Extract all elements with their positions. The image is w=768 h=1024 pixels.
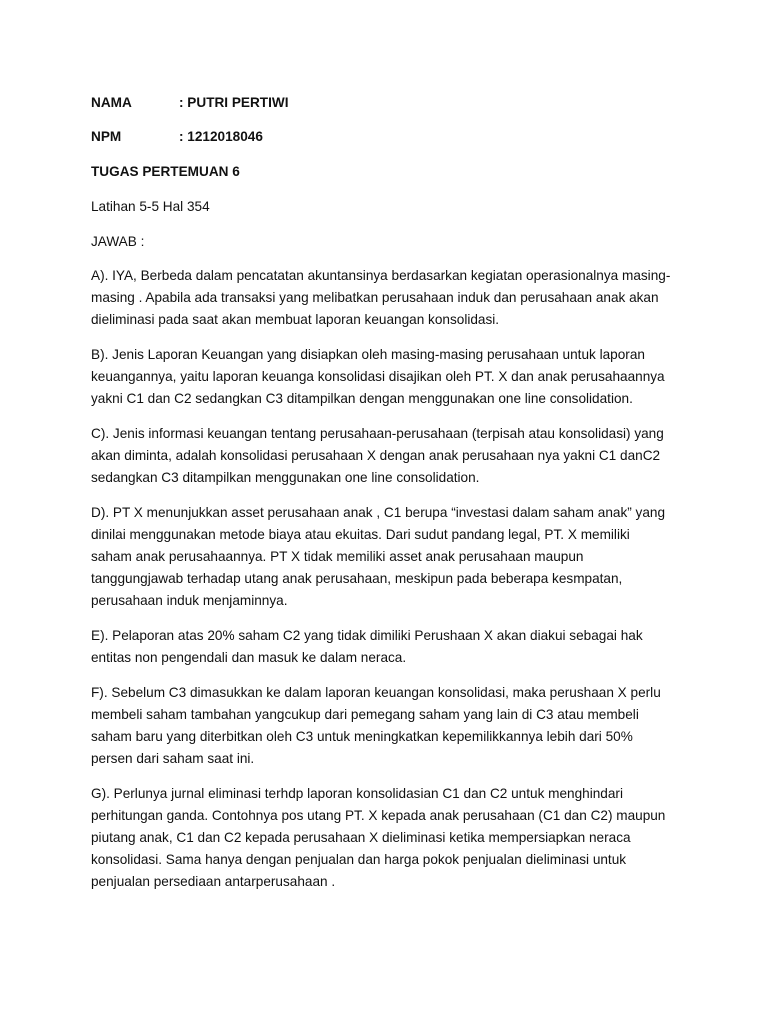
answer-line: keuangannya, yaitu laporan keuanga konsolidasi disajikan oleh PT. X dan anak perusahaannya [91,369,665,384]
answer-line: tanggungjawab terhadap utang anak perusahaan, meskipun pada beberapa kesmpatan, [91,571,623,586]
answer-line: piutang anak, C1 dan C2 kepada perusahaan X dieliminasi ketika mempersiapkan neraca [91,830,631,845]
answer-line: D). PT X menunjukkan asset perusahaan anak , C1 berupa “investasi dalam saham anak” yang [91,505,666,520]
document-content [91,92,691,906]
answer-line: yakni C1 dan C2 sedangkan C3 ditampilkan dengan menggunakan one line consolidation. [91,391,633,406]
answer-paragraph-d [91,502,691,612]
npm-value: : 1212018046 [179,129,263,144]
answer-line: F). Sebelum C3 dimasukkan ke dalam laporan keuangan konsolidasi, maka perushaan X perlu [91,685,661,700]
answer-line: saham baru yang diterbitkan oleh C3 untuk meningkatkan kepemilikkannya lebih dari 50% [91,729,633,744]
exercise-reference: Latihan 5-5 Hal 354 [91,199,210,214]
npm-row [91,126,691,148]
answer-paragraph-c [91,423,691,489]
answer-line: persen dari saham saat ini. [91,751,255,766]
answer-line: dinilai menggunakan metode biaya atau ekuitas. Dari sudut pandang legal, PT. X memiliki [91,527,630,542]
answer-paragraph-a [91,265,691,331]
answer-line: E). Pelaporan atas 20% saham C2 yang tidak dimiliki Perushaan X akan diakui sebagai hak [91,628,643,643]
answer-heading: JAWAB : [91,234,145,249]
answer-line: saham anak perusahaannya. PT X tidak memiliki asset anak perusahaan maupun [91,549,584,564]
answer-line: dieliminasi pada saat akan membuat laporan keuangan konsolidasi. [91,312,500,327]
answer-line: entitas non pengendali dan masuk ke dalam neraca. [91,650,407,665]
answer-line: penjualan persediaan antarperusahaan . [91,874,336,889]
answer-line: B). Jenis Laporan Keuangan yang disiapkan oleh masing-masing perusahaan untuk laporan [91,347,645,362]
name-label: NAMA [91,95,132,110]
answer-paragraph-e [91,625,691,669]
answer-line: akan diminta, adalah konsolidasi perusahaan X dengan anak perusahaan nya yakni C1 danC2 [91,448,661,463]
answer-line: C). Jenis informasi keuangan tentang perusahaan-perusahaan (terpisah atau konsolidasi) yang [91,426,664,441]
task-title: TUGAS PERTEMUAN 6 [91,164,240,179]
answer-paragraph-b [91,344,691,410]
answer-line: A). IYA, Berbeda dalam pencatatan akuntansinya berdasarkan kegiatan operasionalnya masing- [91,268,671,283]
npm-label: NPM [91,129,122,144]
name-value: : PUTRI PERTIWI [179,95,289,110]
answer-line: konsolidasi. Sama hanya dengan penjualan dan harga pokok penjualan dieliminasi untuk [91,852,627,867]
answer-paragraph-f [91,682,691,770]
name-row [91,92,691,114]
answer-line: perhitungan ganda. Contohnya pos utang PT. X kepada anak perusahaan (C1 dan C2) maupun [91,808,666,823]
answer-line: perusahaan induk menjaminnya. [91,593,288,608]
answer-line: G). Perlunya jurnal eliminasi terhdp laporan konsolidasian C1 dan C2 untuk menghindari [91,786,623,801]
answer-paragraph-g [91,783,691,893]
answer-line: membeli saham tambahan yangcukup dari pemegang saham yang lain di C3 atau membeli [91,707,639,722]
answer-line: masing . Apabila ada transaksi yang melibatkan perusahaan induk dan perusahaan anak akan [91,290,659,305]
answer-line: sedangkan C3 ditampilkan menggunakan one line consolidation. [91,470,480,485]
answers-list [91,265,691,893]
